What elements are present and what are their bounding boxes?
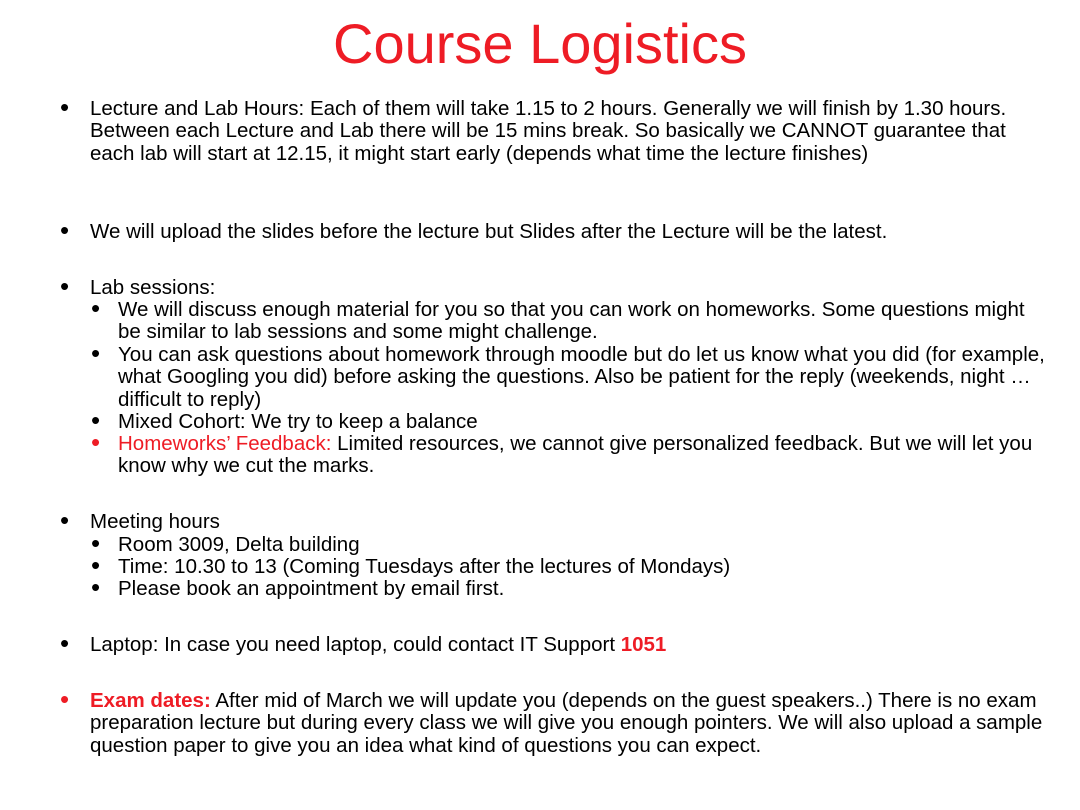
bullet-icon: • — [91, 293, 101, 323]
bullet-icon: • — [91, 338, 101, 368]
bullet-icon: • — [60, 92, 70, 122]
bullet-lecture-hours — [60, 92, 1050, 165]
bullet-icon: • — [60, 271, 70, 301]
bullet-slides — [60, 215, 1050, 245]
feedback-text: Limited resources, we cannot give personalized feedback. But we will let you know why we cut the marks. — [118, 432, 1033, 478]
sub-bullet-time — [91, 550, 1048, 580]
exam-dates-label: Exam dates: — [90, 689, 211, 712]
bullet-exam-dates — [60, 684, 1050, 757]
exam-dates-text: After mid of March we will update you (depends on the guest speakers..) There is no exam preparation lecture but during every class we will give you enough pointers. We will also upload a sample question paper to give you an idea what kind of questions you can expect. — [90, 689, 1043, 757]
questions-text: You can ask questions about homework through moodle but do let us know what you did (for example, what Googling you did) before asking the questions. Also be patient for the reply (weekends, night … difficult to reply) — [118, 343, 1045, 411]
room-text: Room 3009, Delta building — [118, 533, 360, 556]
bullet-icon: • — [60, 505, 70, 535]
material-text: We will discuss enough material for you so that you can work on homeworks. Some questions might be similar to lab sessions and some might challenge. — [118, 298, 1025, 344]
slide-title: Course Logistics — [333, 12, 747, 75]
sub-bullet-book — [91, 572, 1048, 602]
meeting-hours-text: Meeting hours — [90, 510, 220, 533]
it-support-number: 1051 — [620, 633, 667, 656]
sub-bullet-room — [91, 528, 1048, 558]
bullet-icon: • — [91, 550, 101, 580]
bullet-icon: • — [60, 684, 70, 714]
bullet-icon: • — [60, 215, 70, 245]
sub-bullet-questions — [91, 338, 1048, 411]
bullet-icon: • — [91, 405, 101, 435]
slides-text: We will upload the slides before the lecture but Slides after the Lecture will be the latest. — [90, 220, 888, 243]
bullet-icon: • — [91, 427, 101, 457]
bullet-icon: • — [91, 528, 101, 558]
book-text: Please book an appointment by email first. — [118, 577, 505, 600]
feedback-label: Homeworks’ Feedback: — [118, 432, 332, 455]
bullet-icon: • — [60, 628, 70, 658]
bullet-icon: • — [91, 572, 101, 602]
sub-bullet-material — [91, 293, 1048, 344]
sub-bullet-cohort — [91, 405, 1048, 435]
laptop-text: Laptop: In case you need laptop, could contact IT Support — [90, 633, 621, 656]
lab-sessions-text: Lab sessions: — [90, 276, 216, 299]
lecture-hours-text: Lecture and Lab Hours: Each of them will take 1.15 to 2 hours. Generally we will finish by 1.30 hours. Between each Lecture and Lab there will be 15 mins break. So basically we CANNOT guarantee that each lab will start at 12.15, it might start early (depends what time the lecture finishes) — [90, 97, 1007, 165]
bullet-lab-sessions — [60, 271, 1050, 301]
cohort-text: Mixed Cohort: We try to keep a balance — [118, 410, 478, 433]
time-text: Time: 10.30 to 13 (Coming Tuesdays after the lectures of Mondays) — [118, 555, 731, 578]
bullet-meeting-hours — [60, 505, 1050, 535]
bullet-laptop — [60, 628, 1050, 658]
sub-bullet-feedback — [91, 427, 1048, 478]
